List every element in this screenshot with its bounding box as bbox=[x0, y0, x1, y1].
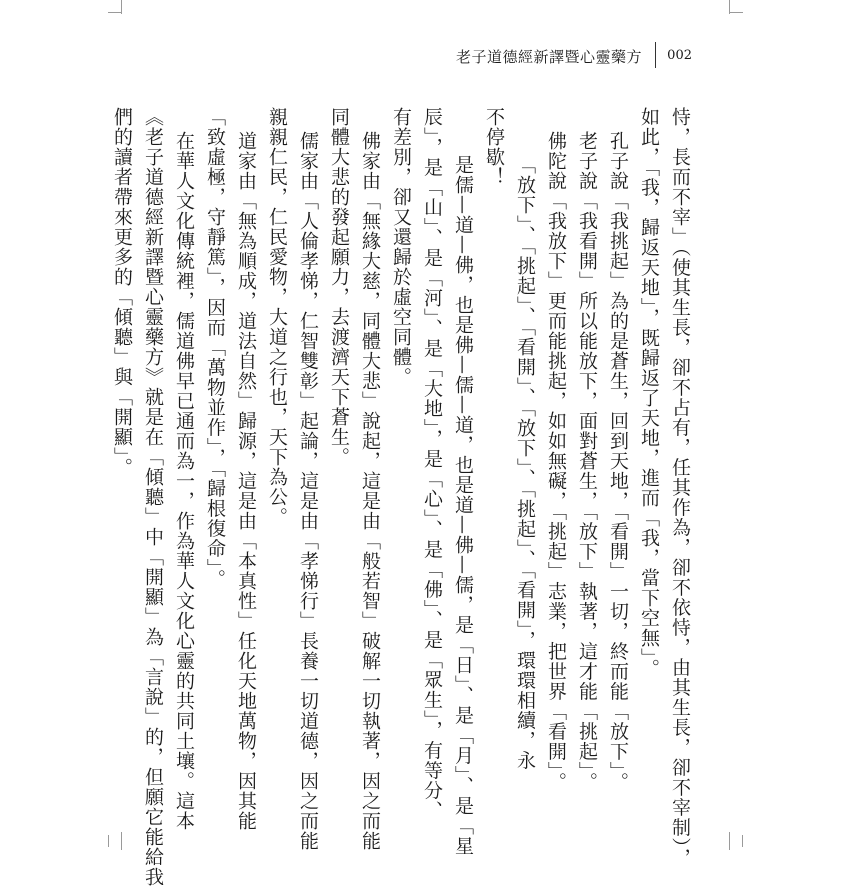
text-line: 道家由「無為順成，道法自然」歸源，這是由「本真性」任化天地萬物，因其能 bbox=[235, 131, 257, 831]
running-header bbox=[455, 46, 700, 68]
text-line: 如此，「我，歸返天地」，既歸返了天地，進而「我，當下空無」。 bbox=[638, 107, 660, 679]
text-line: 佛陀說「我放下」更而能挑起，如如無礙，「挑起」志業，把世界「看開」。 bbox=[545, 131, 567, 792]
text-line: 《老子道德經新譯暨心靈藥方》就是在「傾聽」中「開顯」為「言說」的，但願它能給我 bbox=[142, 107, 164, 887]
crop-mark bbox=[108, 835, 109, 847]
page-number: 002 bbox=[667, 48, 692, 63]
text-line: 親親仁民，仁民愛物，大道之行也，天下為公。 bbox=[266, 107, 288, 527]
text-line: 是儒—道—佛，也是佛—儒—道，也是道—佛—儒，是「日」、是「月」、是「星 bbox=[452, 155, 474, 856]
crop-mark bbox=[108, 12, 122, 13]
text-line: 們的讀者帶來更多的「傾聽」與「開顯」。 bbox=[111, 107, 133, 478]
text-line: 不停歇！ bbox=[483, 107, 505, 187]
text-line: 老子說「我看開」所以能放下，面對蒼生，「放下」執著，這才能「挑起」。 bbox=[576, 131, 598, 792]
text-line: 恃，長而不宰」（使其生長，卻不占有，任其作為，卻不依恃，由其生長，卻不宰制）， bbox=[669, 107, 691, 868]
book-title: 老子道德經新譯暨心靈藥方 bbox=[455, 48, 642, 66]
header-divider bbox=[655, 42, 657, 68]
crop-mark bbox=[729, 12, 743, 13]
text-line: 儒家由「人倫孝悌，仁智雙彰」起論，這是由「孝悌行」長養一切道德，因之而能 bbox=[297, 131, 319, 851]
text-line: 辰」，是「山」、是「河」、是「大地」，是「心」、是「佛」、是「眾生」，有等分、 bbox=[421, 107, 443, 821]
crop-mark bbox=[729, 832, 730, 850]
text-line: 在華人文化傳統裡，儒道佛早已通而為一，作為華人文化心靈的共同土壤。這本 bbox=[173, 131, 195, 831]
text-line: 「放下」、「挑起」、「看開」、「放下」、「挑起」、「看開」，環環相續，永 bbox=[514, 155, 536, 771]
text-line: 「致虛極，守靜篤」，因而「萬物並作」，「歸根復命」。 bbox=[204, 107, 226, 589]
text-line: 有差別，卻又還歸於虛空同體。 bbox=[390, 107, 412, 387]
text-line: 同體大悲的發起願力，去渡濟天下蒼生。 bbox=[328, 107, 350, 467]
body-text bbox=[111, 107, 692, 887]
text-line: 孔子說「我挑起」為的是蒼生，回到天地，「看開」一切，終而能「放下」。 bbox=[607, 131, 629, 792]
crop-mark bbox=[121, 832, 122, 850]
text-line: 佛家由「無緣大慈，同體大悲」說起，這是由「般若智」破解一切執著，因之而能 bbox=[359, 131, 381, 851]
crop-mark bbox=[742, 835, 743, 847]
